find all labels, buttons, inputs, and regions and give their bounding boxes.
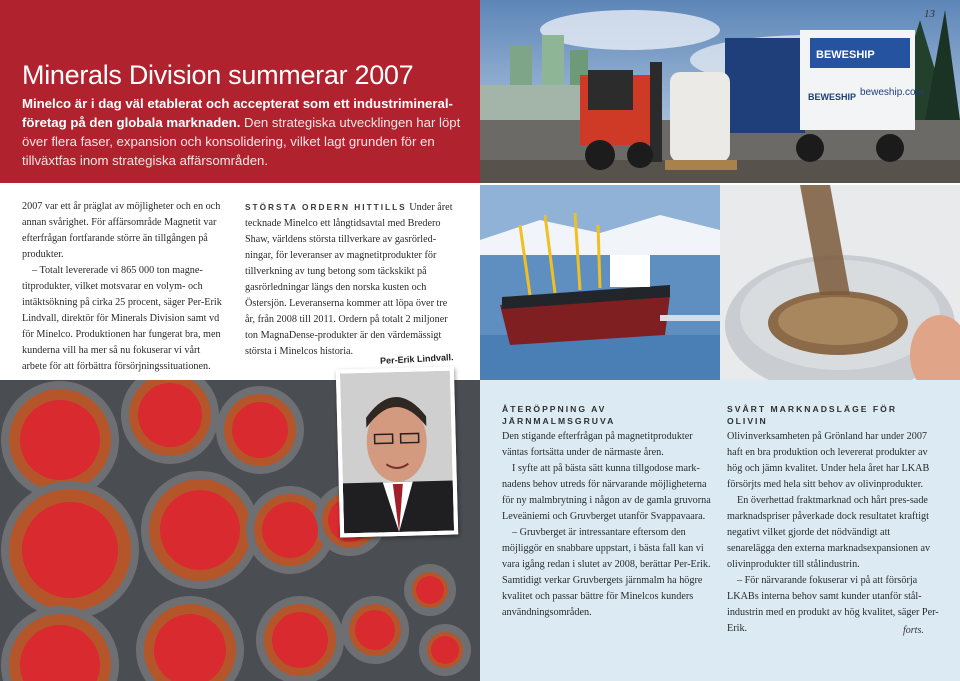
reopening-paragraph-2: I syfte att på bästa sätt kunna tillgodose mark-nadens behov utreds för närvarande möjligheterna för ny malmbrytning i någon av de gamla gruvorna Leveäniemi och Gruvberget utanför Svappavaara. [502,463,711,522]
lead-text [22,94,472,170]
continued-label: forts. [903,625,924,636]
intro-paragraph-1: 2007 var ett år präglat av möjligheter och en och annan svårighet. För affärsområde Magnetit var efterfrågan fortfarande större än tillgången på produkter. [22,201,221,260]
portrait-caption: Per-Erik Lindvall. [379,352,454,366]
photo-portrait-per-erik [336,366,458,537]
page-number: 13 [924,8,935,20]
reopening-paragraph-1: Den stigande efterfrågan på magnetitprodukter väntas fortsätta under de närmaste åren. [502,431,693,458]
truck-side-sign: BEWESHIP [808,92,857,102]
olivine-heading: SVÅRT MARKNADSLÄGE FÖR OLIVIN [727,404,898,426]
intro-column [22,199,227,375]
header-banner [0,0,480,183]
lead-rest: Den strategiska utvecklingen har löpt över flera faser, expansion och konsolidering, vilket lagt grunden för en tillväxtfas inom strategiska affärsområden. [22,115,461,168]
reopening-column [502,403,714,621]
biggest-order-body: Under året tecknade Minelco ett långtidsavtal med Bredero Shaw, världens största tillverkare av gasrörled-ningar, för leveranser av magnetitprodukter för tillverkning av tung betong som täckskikt på gasrörledningar längs den norska kusten och Östersjön. Leveranserna kommer att löpa över tre år, från 2008 till 2011. Ordern på totalt 2 miljoner ton MagnaDense-produkter är den värdemässigt största i Minelcos historia. [245,202,453,357]
olivine-paragraph-2: En överhettad fraktmarknad och hårt pres-sade marknadspriser påverkade dock resultatet kraftigt negativt vilket gjorde det nödvändigt att senarelägga den externa marknadsexpansionen av olivinprodukter till stålindustrin. [727,495,931,570]
olivine-column [727,403,939,637]
biggest-order-text [245,199,457,360]
lead-bold: Minelco är i dag väl etablerat och accepterat som ett industrimineral-företag på den globala marknaden. [22,96,453,130]
olivine-paragraph-1: Olivinverksamheten på Grönland har under 2007 haft en bra produktion och levererat produkter av hög och jämn kvalitet. Under hela året har LKAB försörjts med hela sitt behov av olivinprodukter. [727,431,930,490]
photo-mineral-bowl [720,185,960,380]
page-title: Minerals Division summerar 2007 [22,60,414,90]
photo-cargo-ship [480,185,720,380]
reopening-paragraph-3: – Gruvberget är intressantare eftersom den möjliggör en snabbare uppstart, i bästa fall kan vi vara igång redan i slutet av 2008, berättar Per-Erik. Samtidigt verkar Gruvbergets järnmalm ha högre kvalitet och passar bättre för Minelcos kunders användningsområden. [502,527,711,618]
olivine-paragraph-3: – För närvarande fokuserar vi på att försörja LKABs interna behov samt kunder utanför stål-industrin med en produkt av hög kvalitet, säger Per-Erik. [727,575,939,634]
biggest-order-column [245,199,457,360]
truck-cab-sign: BEWESHIP [816,49,875,61]
truck-web-sign: beweship.com [860,87,924,98]
reopening-heading: ÅTERÖPPNING AV JÄRNMALMSGRUVA [502,404,616,426]
biggest-order-kicker: STÖRSTA ORDERN HITTILLS [245,202,407,212]
photo-forklift-truck [480,0,960,183]
intro-paragraph-2: – Totalt levererade vi 865 000 ton magne-titprodukter, vilket motsvarar en volym- och intäktsökning på cirka 25 procent, säger Per-Erik Lindvall, direktör för Minerals Division samt vd för Minelco. Produktionen har fungerat bra, men kunderna vill ha mer så nu fokuserar vi vårt arbete för att förbättra försörjningssituationen. [22,265,222,372]
